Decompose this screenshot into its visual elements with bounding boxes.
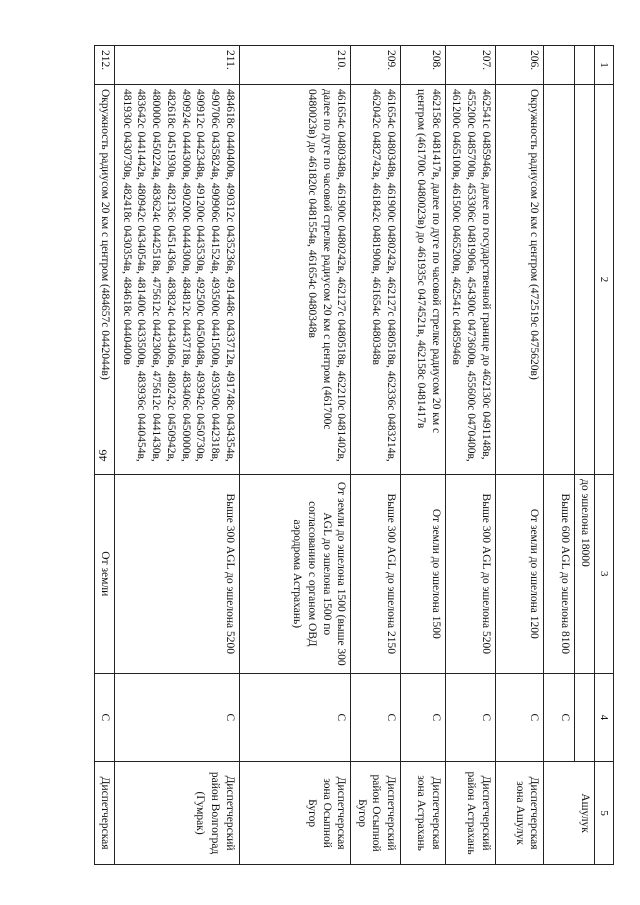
altitude-cell: От земли до эшелона 1500 (выше 300 AGL до эшелона 1500 по согласованию с органом ОВД аэродрома Астрахань) bbox=[239, 475, 351, 674]
class-cell: С bbox=[445, 673, 495, 762]
unit-cell: Диспетчерская зона Астрахань bbox=[401, 762, 446, 865]
coords-cell: 462541с 0485946в, далее по государственной границе до 462130с 0491148в, 455200с 0485700в, 453306с 0481906в, 454300с 0473600в, 455600с 0470400в, 461200с 0465100в, 461500с 0465200в, 462541с 0485946в bbox=[445, 85, 495, 475]
row-number: 212. bbox=[95, 46, 115, 85]
table-row bbox=[95, 46, 115, 865]
table-row bbox=[495, 46, 544, 865]
airspace-table bbox=[94, 45, 614, 865]
unit-cell: Диспетчерская зона Осыпной Бугор bbox=[239, 762, 351, 865]
coords-cell: 462158с 0481417в, далее по дуге по часовой стрелке радиусом 20 км с центром (461700с 0480023в) до 461935с 0474521в, 462158с 0481417в bbox=[401, 85, 446, 475]
class-cell: С bbox=[401, 673, 446, 762]
header-col-5: 5 bbox=[594, 762, 613, 865]
rotated-table-container bbox=[94, 45, 614, 865]
row-number: 208. bbox=[401, 46, 446, 85]
row-number: 207. bbox=[445, 46, 495, 85]
header-col-3: 3 bbox=[594, 475, 613, 674]
header-col-2: 2 bbox=[594, 85, 613, 475]
class-cell: С bbox=[495, 673, 544, 762]
altitude-cell: Выше 300 AGL до эшелона 5200 bbox=[115, 475, 239, 674]
header-col-4: 4 bbox=[594, 673, 613, 762]
altitude-cell: до эшелона 18000 bbox=[574, 475, 594, 674]
altitude-cell: Выше 600 AGL до эшелона 8100 bbox=[544, 475, 574, 674]
coords-cell: 484618с 0440400в, 490312с 0435236в, 491448с 0433712в, 491748с 0434354в, 490706с 0435824в, 490906с 0441524в, 493500с 0441500в, 493500с 0442318в, 490912с 0442348в, 491200с 0443530в, 492500с 0450048в, 493942с 0450730в, 490924с 0444300в, 490200с 0444300в, 484812с 0443718в, 483406с 0450000в, 482618с 0451930в, 482136с 0451436в, 483824с 0443406в, 480242с 0450942в, 480000с 0450224в, 483624с 0442518в, 475612с 0442306в, 475612с 0441430в, 483642с 0441442в, 480942с 0434054в, 481400с 0433500в, 483936с 0440454в, 481930с 0430730в, 482418с 0430354в, 484618с 0440400в bbox=[115, 85, 239, 475]
altitude-cell: От земли bbox=[95, 475, 115, 674]
table-row bbox=[544, 46, 574, 865]
class-cell: С bbox=[95, 673, 115, 762]
row-number: 210. bbox=[239, 46, 351, 85]
table-row bbox=[239, 46, 351, 865]
class-cell: С bbox=[351, 673, 401, 762]
unit-cell: Диспетчерская bbox=[95, 762, 115, 865]
altitude-cell: Выше 300 AGL до эшелона 2150 bbox=[351, 475, 401, 674]
page-number: 46 bbox=[95, 449, 110, 462]
table-row bbox=[401, 46, 446, 865]
altitude-cell: От земли до эшелона 1200 bbox=[495, 475, 544, 674]
row-number: 206. bbox=[495, 46, 544, 85]
unit-cell: Диспетчерская зона Ашулук bbox=[495, 762, 544, 865]
class-cell: С bbox=[239, 673, 351, 762]
row-number: 209. bbox=[351, 46, 401, 85]
class-cell: С bbox=[115, 673, 239, 762]
table-row bbox=[445, 46, 495, 865]
header-col-1: 1 bbox=[594, 46, 613, 85]
unit-cell: Ашулук bbox=[544, 762, 594, 865]
altitude-cell: Выше 300 AGL до эшелона 5200 bbox=[445, 475, 495, 674]
coords-cell: Окружность радиусом 20 км с центром (484657с 0442044в) bbox=[95, 85, 115, 475]
table-row bbox=[115, 46, 239, 865]
coords-cell: 461654с 0480348в, 461900с 0480242в, 462127с 0480518в, 462210с 0481402в, далее по дуге по часовой стрелке радиусом 20 км с центром (461700с 0480023в) до 461820с 0481554в, 461654с 0480348в bbox=[239, 85, 351, 475]
coords-cell: Окружность радиусом 20 км с центром (472519с 0475620в) bbox=[495, 85, 544, 475]
unit-cell: Диспетчерский район Осыпной Бугор bbox=[351, 762, 401, 865]
row-number: 211. bbox=[115, 46, 239, 85]
unit-cell: Диспетчерский район Волгоград (Гумрак) bbox=[115, 762, 239, 865]
table-row bbox=[351, 46, 401, 865]
header-row bbox=[594, 46, 613, 865]
table-row bbox=[574, 46, 594, 865]
unit-cell: Диспетчерский район Астрахань bbox=[445, 762, 495, 865]
coords-cell: 461654с 0480348в, 461900с 0480242в, 462127с 0480518в, 462336с 0483214в, 462042с 0482742в, 461842с 0481900в, 461654с 0480348в bbox=[351, 85, 401, 475]
class-cell: С bbox=[544, 673, 574, 762]
altitude-cell: От земли до эшелона 1500 bbox=[401, 475, 446, 674]
